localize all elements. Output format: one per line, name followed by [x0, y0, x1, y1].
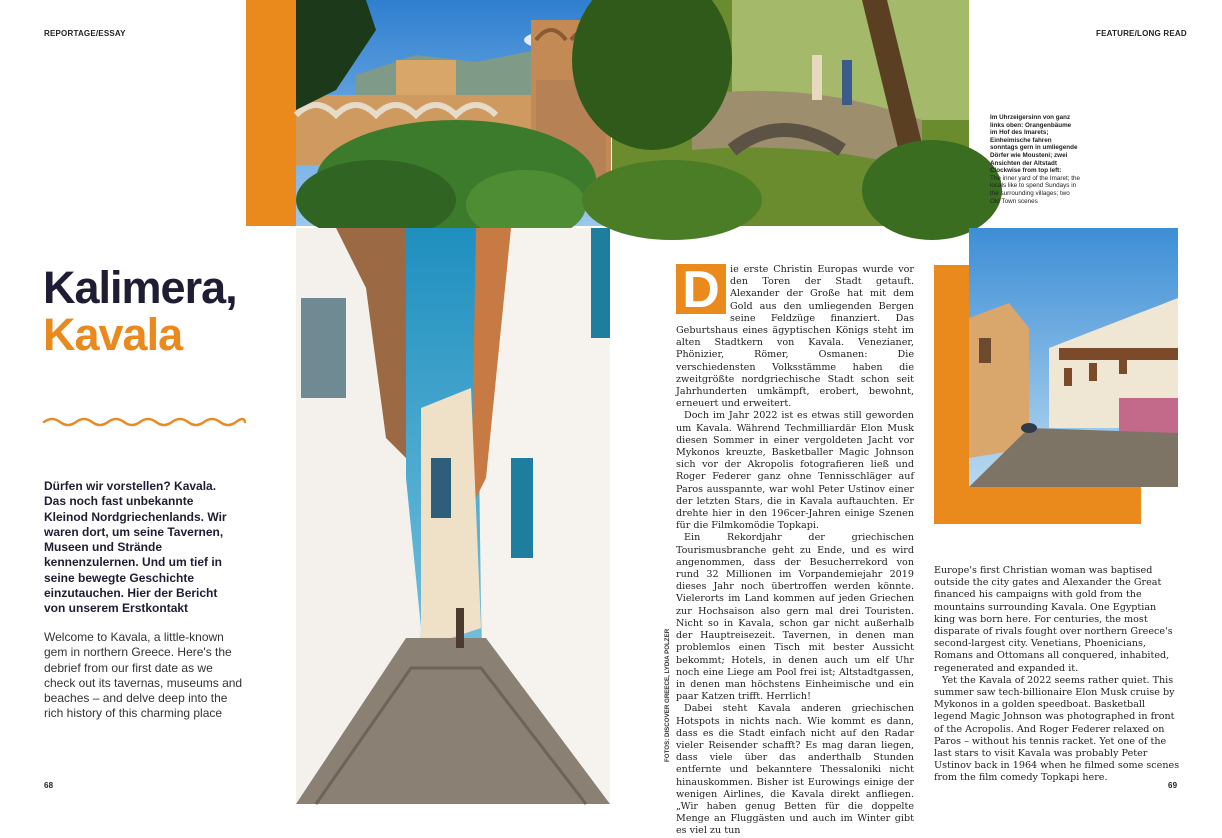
wavy-divider-icon [42, 414, 247, 428]
page-number-left: 68 [44, 781, 54, 790]
article-german-paragraph: Dabei steht Kavala anderen griechischen Hotspots in nichts nach. Wie kommt es dann, dass es die Stadt einfach nicht auf den Radar vieler Reisender schafft? Es mag daran liegen, dass viele über das anderthalb Stunden entfernte und bekanntere Thessaloniki nicht hinauskommen. Bisher ist Eurowings einige der wenigen Airlines, die Kavala direkt anfliegen. „Wir haben genug Betten für die doppelte Menge an Fluggästen und auch im Winter gibt es viel zu tun [676, 703, 914, 837]
article-english [934, 565, 1180, 785]
intro-english: Welcome to Kavala, a little-known gem in northern Greece. Here's the debrief from our first date as we check out its tavernas, museums and beaches – and delve deep into the rich history of this charming place [44, 630, 243, 721]
section-label-left: REPORTAGE/ESSAY [44, 29, 126, 38]
photo-credit: FOTOS: DISCOVER GREECE, LYDIA POLZER [664, 628, 671, 762]
photo-old-town-street [969, 228, 1178, 487]
article-english-paragraph: Yet the Kavala of 2022 seems rather quiet. This summer saw tech-billionaire Elon Musk cruise by Mykonos in a golden speedboat. Basketball legend Magic Johnson was photographed in front of the Acropolis. And Roger Federer relaxed on Paros – without his tennis racket. Yet one of the last stars to visit Kavala was probably Peter Ustinov back in 1964 when he filmed some scenes from the film comedy Topkapi here. [934, 674, 1180, 784]
photo-caption [990, 114, 1080, 205]
article-english-paragraph: Europe's first Christian woman was baptised outside the city gates and Alexander the Great financed his campaigns with gold from the mountains surrounding Kavala. One Egyptian king was born here. For centuries, the most disparate of rivals fought over northern Greece's second-largest city. Venetians, Phoenicians, Romans and Ottomans all conquered, inhabited, regenerated and expanded it. [934, 565, 1173, 674]
intro-german: Dürfen wir vorstellen? Kavala. Das noch fast unbekannte Kleinod Nordgriechenlands. Wir waren dort, um seine Tavernen, Museen und Strände kennenzulernen. Und um tief in seine bewegte Geschichte einzutauchen. Hier der Bericht von unserem Erstkontakt [44, 479, 227, 616]
page-number-right: 69 [1168, 781, 1178, 790]
caption-german: Im Uhrzeigersinn von ganz links oben: Orangenbäume im Hof des Imarets; Einheimische fahren sonntags gern in umliegende Dörfer wie Mousteni; zwei Ansichten der Altstadt [990, 114, 1078, 167]
caption-english: The inner yard of the Imaret; the locals like to spend Sundays in the surrounding villages; two Old Town scenes [990, 174, 1080, 205]
article-german-paragraph: ie erste Christin Europas wurde vor den Toren der Stadt getauft. Alexander der Große hat mit dem Gold aus den umliegenden Bergen seine Feldzüge finanziert. Das Geburtshaus eines ägyptischen Königs steht im alten Stadtkern von Kavala. Venezianer, Phönizier, Römer, Osmanen: Die verschiedensten Volksstämme haben die zweitgrößte nordgriechische Stadt schon seit Jahrhunderten umkämpft, erobert, bewohnt, erneuert und erweitert. [676, 264, 914, 410]
article-german [676, 261, 914, 837]
article-german-paragraph: Doch im Jahr 2022 ist es etwas still geworden um Kavala. Während Techmilliardär Elon Musk diesen Sommer in einer vergoldeten Jacht vor Mykonos kreuzte, Basketballer Magic Johnson sich vor der Akropolis fotografieren ließ und Roger Federer ganz ohne Tennisschläger auf Paros ausspannte, war wohl Peter Ustinov einer der letzten Stars, die in Kavala auftauchten. Er drehte hier in den 196cer-Jahren einige Szenen für die Filmkomödie Topkapi. [676, 410, 914, 532]
caption-english-lead: Clockwise from top left: [990, 167, 1062, 175]
orange-accent-bar [246, 0, 296, 226]
headline-line1: Kalimera, [43, 262, 237, 313]
photo-village-bridge [612, 0, 969, 226]
article-german-paragraph: Ein Rekordjahr der griechischen Tourismusbranche geht zu Ende, und es wird angenommen, dass der Besucherrekord von rund 32 Millionen im Vorpandemiejahr 2019 dieses Jahr noch übertroffen werden könnte. Vielerorts im Land kommen auf jeden Griechen zur Hochsaison also gern mal drei Touristen. Nicht so in Kavala, schon gar nicht außerhalb der Hauptreisezeit. Tavernen, in denen man problemlos einen Tisch mit bester Aussicht bekommt; Hotels, in denen auch um elf Uhr noch eine Liege am Pool frei ist; Altstadtgassen, in denen man höchstens Einheimische und ein paar Katzen trifft. Herrlich! [676, 532, 914, 703]
headline-line2: Kavala [43, 309, 183, 360]
section-label-right: FEATURE/LONG READ [1096, 29, 1187, 38]
dropcap-letter: D [676, 264, 726, 314]
photo-imaret-courtyard [296, 0, 610, 226]
photo-old-town-alley [296, 228, 610, 804]
